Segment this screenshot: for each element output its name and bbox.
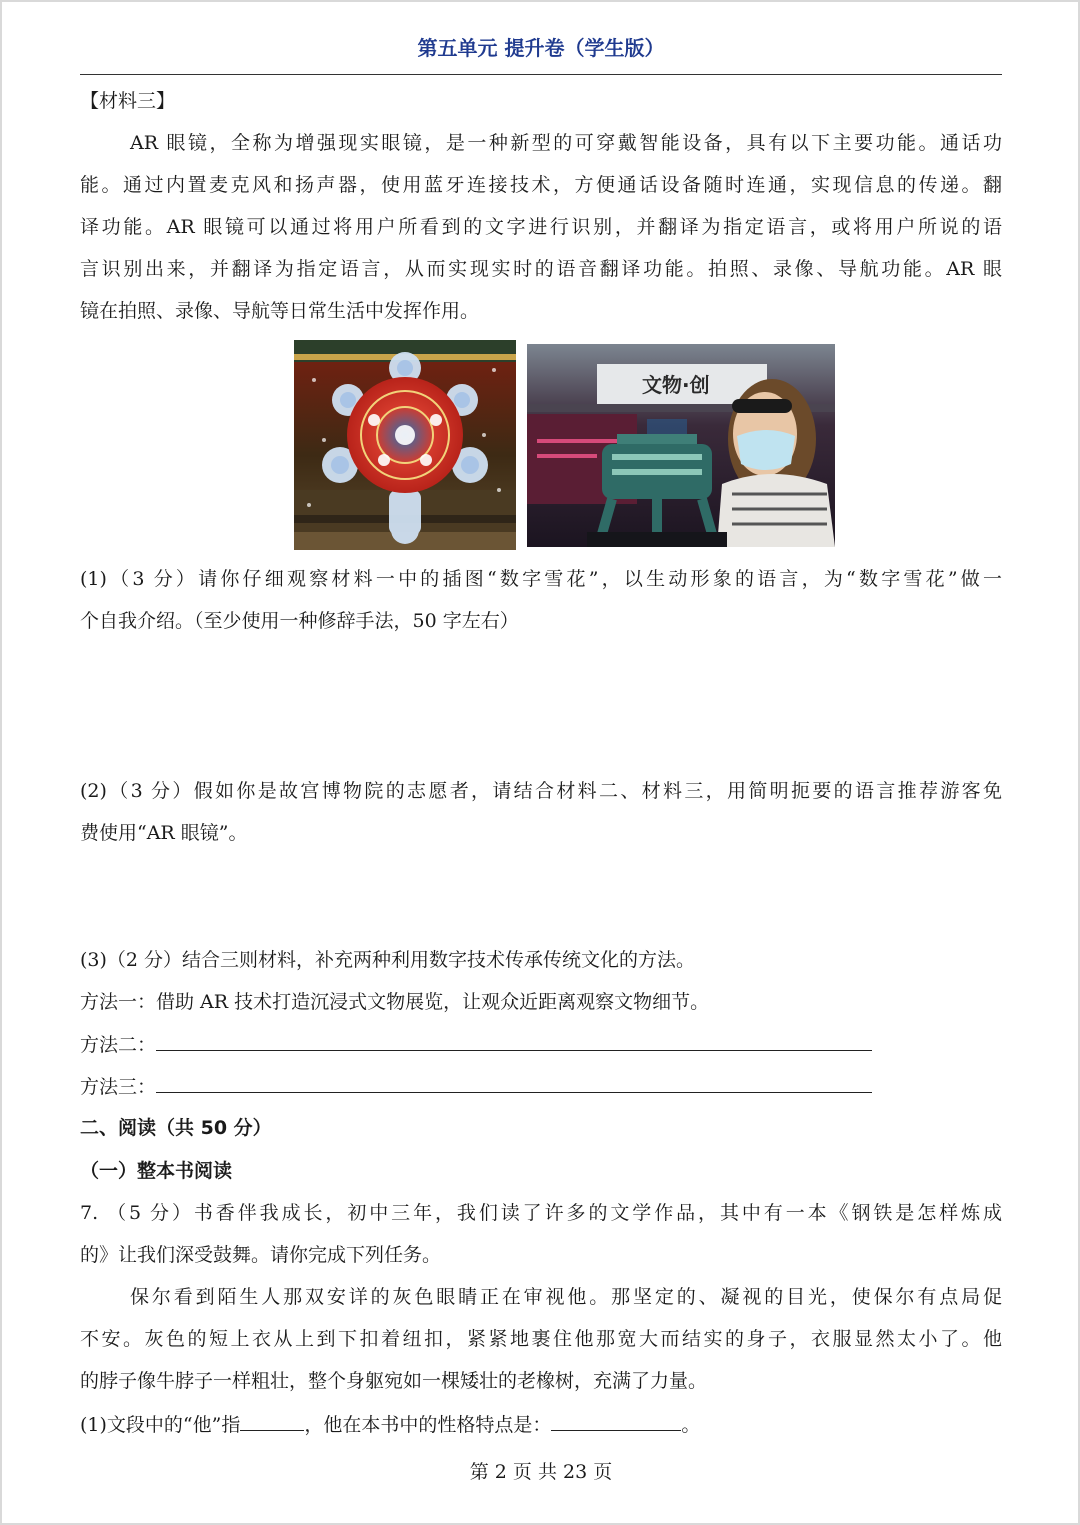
section-2-sub-1: （一）整本书阅读 <box>80 1160 233 1182</box>
q7-sub-1 <box>80 1412 1002 1437</box>
q2-line-2: 费使用“AR 眼镜”。 <box>80 822 248 844</box>
header-divider <box>80 74 1002 75</box>
q7-sub1-blank-who[interactable] <box>240 1412 304 1431</box>
photo-sign-text: 文物·创 <box>642 373 710 397</box>
method-3-answer-blank[interactable] <box>156 1074 872 1093</box>
q3-method-3 <box>80 1074 1002 1099</box>
material3-line-3: 译功能。AR 眼镜可以通过将用户所看到的文字进行识别，并翻译为指定语言，或将用户所说的语 <box>80 216 1002 238</box>
material3-line-2: 能。通过内置麦克风和扬声器，使用蓝牙连接技术，方便通话设备随时连通，实现信息的传递。翻 <box>80 174 1002 196</box>
digital-snowflake-illustration-icon <box>294 340 516 550</box>
method-2-label: 方法二： <box>80 1034 157 1056</box>
material3-heading: 【材料三】 <box>80 90 176 112</box>
q7-passage-line-2: 不安。灰色的短上衣从上到下扣着纽扣，紧紧地裹住他那宽大而结实的身子，衣服显然太小了。他 <box>80 1328 1002 1350</box>
method-2-answer-blank[interactable] <box>156 1032 872 1051</box>
page-header-title: 第五单元 提升卷（学生版） <box>417 36 665 60</box>
q3-line-1: (3)（2 分）结合三则材料，补充两种利用数字技术传承传统文化的方法。 <box>80 949 696 971</box>
q7-sub1-blank-traits[interactable] <box>551 1412 681 1431</box>
q3-method-1: 方法一：借助 AR 技术打造沉浸式文物展览，让观众近距离观察文物细节。 <box>80 991 710 1013</box>
q1-line-2: 个自我介绍。（至少使用一种修辞手法，50 字左右） <box>80 610 519 632</box>
q2-line-1: (2)（3 分）假如你是故宫博物院的志愿者，请结合材料二、材料三，用简明扼要的语言推荐游客免 <box>80 780 1002 802</box>
q7-line-2: 的》让我们深受鼓舞。请你完成下列任务。 <box>80 1244 442 1266</box>
q7-passage-line-1: 保尔看到陌生人那双安详的灰色眼睛正在审视他。那坚定的、凝视的目光，使保尔有点局促 <box>130 1286 1002 1308</box>
q7-sub1-part1: (1)文段中的“他”指 <box>80 1414 241 1436</box>
ar-glasses-photo <box>527 344 835 547</box>
section-2-title: 二、阅读（共 50 分） <box>80 1117 272 1139</box>
material3-line-4: 言识别出来，并翻译为指定语言，从而实现实时的语音翻译功能。拍照、录像、导航功能。AR 眼 <box>80 258 1002 280</box>
q3-method-2 <box>80 1032 1002 1057</box>
q1-line-1: (1)（3 分）请你仔细观察材料一中的插图“数字雪花”，以生动形象的语言，为“数字雪花”做一 <box>80 568 1002 590</box>
material3-line-1: AR 眼镜，全称为增强现实眼镜，是一种新型的可穿戴智能设备，具有以下主要功能。通话功 <box>130 132 1002 154</box>
q7-passage-line-3: 的脖子像牛脖子一样粗壮，整个身躯宛如一棵矮壮的老橡树，充满了力量。 <box>80 1370 708 1392</box>
page-footer: 第 2 页 共 23 页 <box>469 1461 613 1483</box>
q7-sub1-part2: ，他在本书中的性格特点是： <box>304 1414 552 1436</box>
q7-sub1-end: 。 <box>681 1414 701 1436</box>
method-3-label: 方法三： <box>80 1076 157 1098</box>
material3-line-5: 镜在拍照、录像、导航等日常生活中发挥作用。 <box>80 300 480 322</box>
digital-snowflake-image <box>294 340 516 550</box>
q7-line-1: 7. （5 分）书香伴我成长，初中三年，我们读了许多的文学作品，其中有一本《钢铁是怎样炼成 <box>80 1202 1002 1224</box>
